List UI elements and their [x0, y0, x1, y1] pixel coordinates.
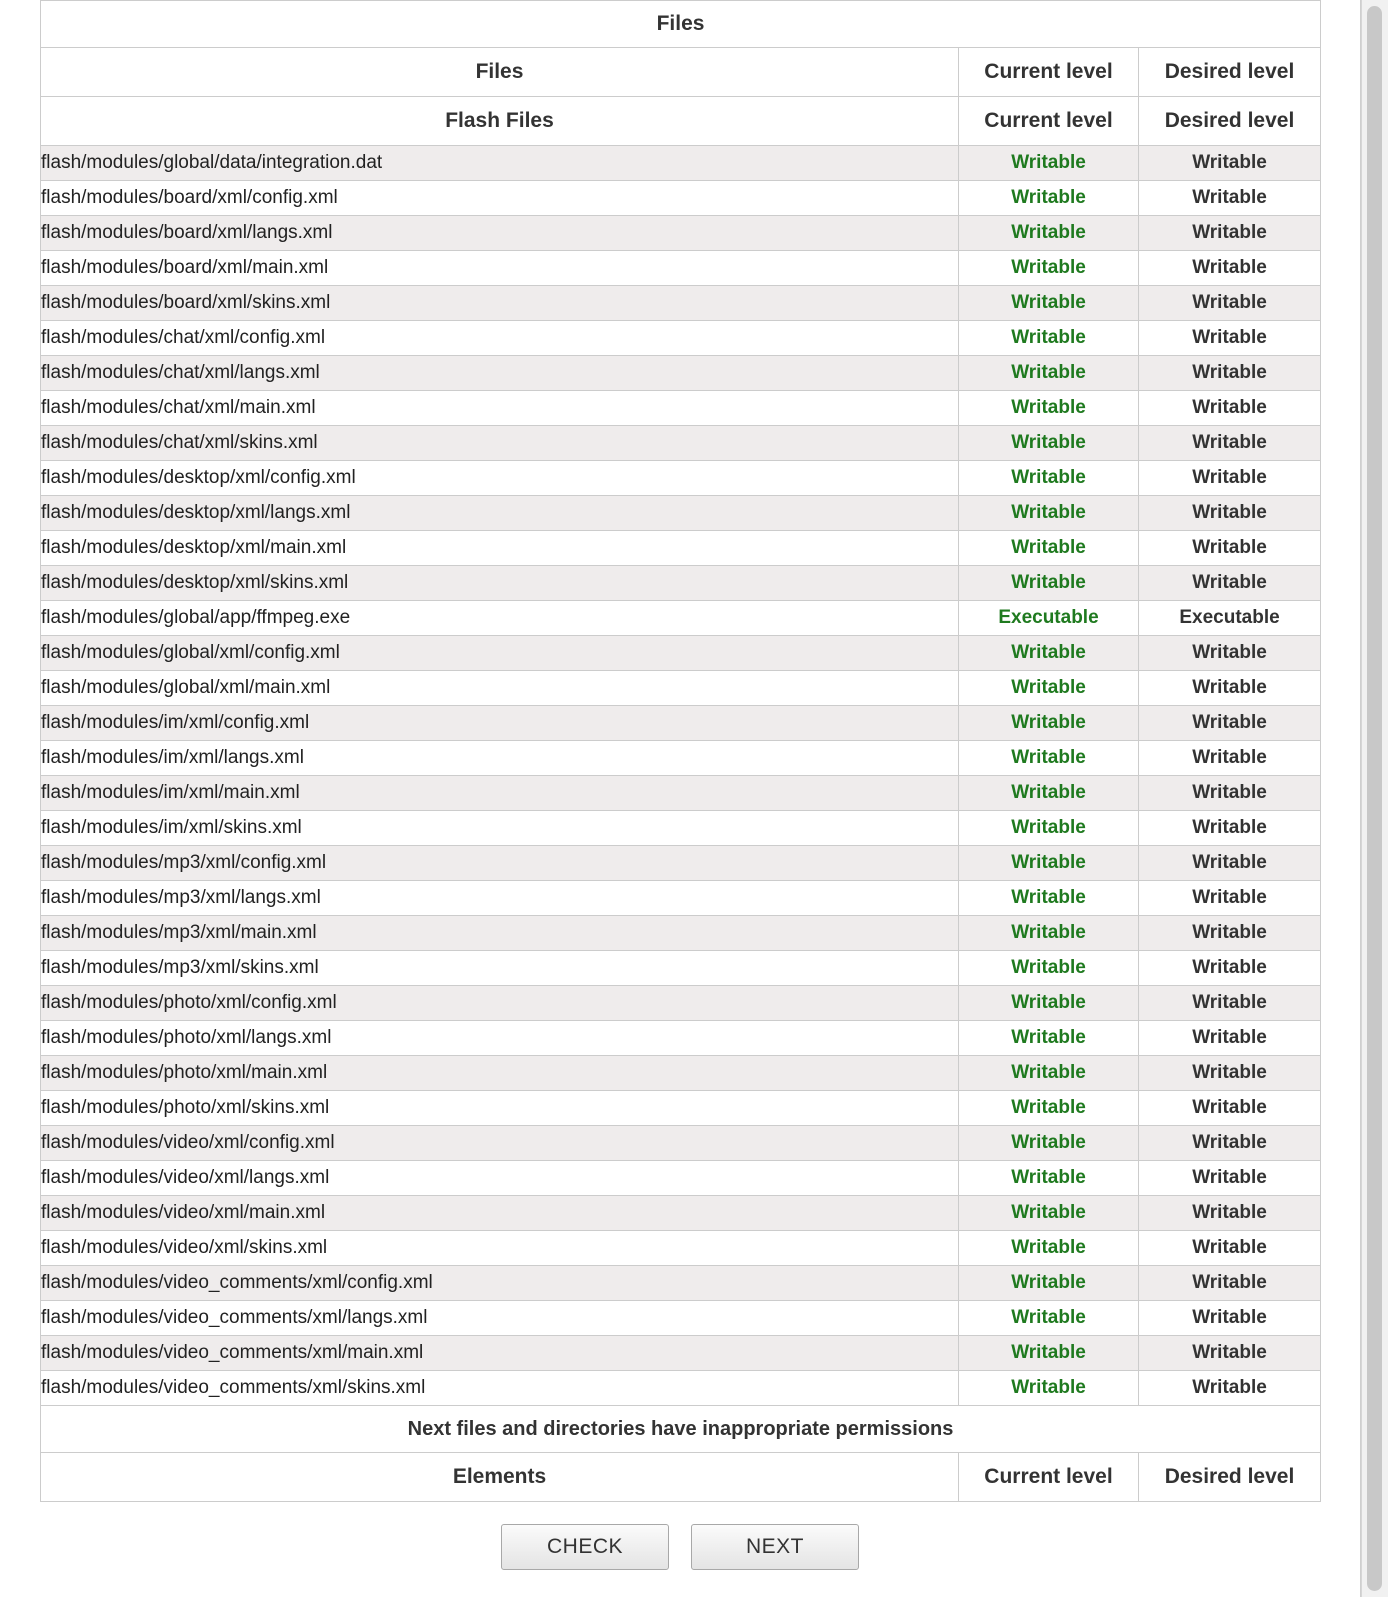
table-row	[41, 146, 1321, 181]
desired-level-cell: Writable	[1139, 846, 1321, 881]
table-row	[41, 776, 1321, 811]
file-path-cell: flash/modules/desktop/xml/skins.xml	[41, 566, 959, 601]
current-level-cell: Writable	[959, 636, 1139, 671]
desired-level-cell: Writable	[1139, 916, 1321, 951]
table-row	[41, 1231, 1321, 1266]
table-row	[41, 286, 1321, 321]
file-path-cell: flash/modules/chat/xml/main.xml	[41, 391, 959, 426]
check-button[interactable]: CHECK	[501, 1524, 669, 1570]
file-path-cell: flash/modules/video_comments/xml/langs.xml	[41, 1301, 959, 1336]
desired-level-cell: Writable	[1139, 146, 1321, 181]
file-path-cell: flash/modules/desktop/xml/main.xml	[41, 531, 959, 566]
table-row	[41, 391, 1321, 426]
desired-level-cell: Writable	[1139, 951, 1321, 986]
table-row	[41, 846, 1321, 881]
current-level-cell: Writable	[959, 531, 1139, 566]
desired-level-cell: Writable	[1139, 356, 1321, 391]
current-level-cell: Writable	[959, 356, 1139, 391]
table-row	[41, 741, 1321, 776]
desired-level-cell: Writable	[1139, 671, 1321, 706]
current-level-cell: Writable	[959, 916, 1139, 951]
table-row	[41, 321, 1321, 356]
current-level-cell: Writable	[959, 461, 1139, 496]
current-level-cell: Writable	[959, 251, 1139, 286]
file-path-cell: flash/modules/im/xml/config.xml	[41, 706, 959, 741]
table-row	[41, 461, 1321, 496]
current-level-cell: Writable	[959, 1126, 1139, 1161]
file-path-cell: flash/modules/photo/xml/main.xml	[41, 1056, 959, 1091]
desired-level-cell: Writable	[1139, 811, 1321, 846]
current-level-cell: Writable	[959, 216, 1139, 251]
table-row	[41, 1196, 1321, 1231]
table-row	[41, 181, 1321, 216]
file-path-cell: flash/modules/desktop/xml/config.xml	[41, 461, 959, 496]
desired-level-cell: Writable	[1139, 1126, 1321, 1161]
current-level-cell: Writable	[959, 706, 1139, 741]
file-path-cell: flash/modules/board/xml/skins.xml	[41, 286, 959, 321]
table-row	[41, 951, 1321, 986]
desired-level-cell: Writable	[1139, 1231, 1321, 1266]
current-level-cell: Writable	[959, 146, 1139, 181]
file-path-cell: flash/modules/photo/xml/skins.xml	[41, 1091, 959, 1126]
current-level-cell: Writable	[959, 566, 1139, 601]
desired-level-cell: Writable	[1139, 391, 1321, 426]
table-row	[41, 881, 1321, 916]
table-row	[41, 426, 1321, 461]
desired-level-cell: Writable	[1139, 496, 1321, 531]
current-level-cell: Writable	[959, 181, 1139, 216]
desired-level-cell: Writable	[1139, 566, 1321, 601]
table-row	[41, 601, 1321, 636]
scrollbar-thumb[interactable]	[1367, 6, 1382, 1591]
file-path-cell: flash/modules/video_comments/xml/config.xml	[41, 1266, 959, 1301]
table-title-row	[41, 1, 1321, 48]
desired-level-cell: Writable	[1139, 741, 1321, 776]
table-row	[41, 636, 1321, 671]
file-path-cell: flash/modules/video_comments/xml/main.xml	[41, 1336, 959, 1371]
current-level-cell: Writable	[959, 881, 1139, 916]
desired-level-cell: Executable	[1139, 601, 1321, 636]
file-path-cell: flash/modules/board/xml/main.xml	[41, 251, 959, 286]
desired-level-cell: Writable	[1139, 986, 1321, 1021]
file-path-cell: flash/modules/mp3/xml/config.xml	[41, 846, 959, 881]
table-row	[41, 1336, 1321, 1371]
desired-level-cell: Writable	[1139, 1371, 1321, 1406]
desired-level-cell: Writable	[1139, 181, 1321, 216]
table-row	[41, 1126, 1321, 1161]
header-desired-level: Desired level	[1139, 48, 1321, 97]
file-path-cell: flash/modules/video/xml/langs.xml	[41, 1161, 959, 1196]
current-level-cell: Writable	[959, 286, 1139, 321]
desired-level-cell: Writable	[1139, 251, 1321, 286]
header-row-files	[41, 48, 1321, 97]
table-row	[41, 1371, 1321, 1406]
table-row	[41, 216, 1321, 251]
desired-level-cell: Writable	[1139, 1336, 1321, 1371]
file-path-cell: flash/modules/video/xml/skins.xml	[41, 1231, 959, 1266]
file-path-cell: flash/modules/video_comments/xml/skins.xml	[41, 1371, 959, 1406]
table-row	[41, 1266, 1321, 1301]
current-level-cell: Writable	[959, 671, 1139, 706]
table-row	[41, 1056, 1321, 1091]
desired-level-cell: Writable	[1139, 286, 1321, 321]
table-row	[41, 1161, 1321, 1196]
header-row-flash-files	[41, 97, 1321, 146]
desired-level-cell: Writable	[1139, 1091, 1321, 1126]
header-files-label: Files	[41, 48, 959, 97]
table-row	[41, 356, 1321, 391]
file-path-cell: flash/modules/chat/xml/langs.xml	[41, 356, 959, 391]
current-level-cell: Writable	[959, 741, 1139, 776]
desired-level-cell: Writable	[1139, 1301, 1321, 1336]
file-path-cell: flash/modules/global/app/ffmpeg.exe	[41, 601, 959, 636]
table-title: Files	[41, 1, 1321, 48]
table-row	[41, 811, 1321, 846]
table-row	[41, 566, 1321, 601]
table-row	[41, 1301, 1321, 1336]
current-level-cell: Writable	[959, 1231, 1139, 1266]
current-level-cell: Writable	[959, 1371, 1139, 1406]
table-row	[41, 531, 1321, 566]
header-current-level: Current level	[959, 48, 1139, 97]
current-level-cell: Writable	[959, 776, 1139, 811]
table-body	[41, 1, 1321, 1502]
table-row	[41, 671, 1321, 706]
file-path-cell: flash/modules/mp3/xml/skins.xml	[41, 951, 959, 986]
current-level-cell: Writable	[959, 321, 1139, 356]
desired-level-cell: Writable	[1139, 426, 1321, 461]
header-current-level-2: Current level	[959, 97, 1139, 146]
table-row	[41, 1021, 1321, 1056]
current-level-cell: Writable	[959, 1056, 1139, 1091]
header-flash-files-label: Flash Files	[41, 97, 959, 146]
current-level-cell: Writable	[959, 1161, 1139, 1196]
table-row	[41, 916, 1321, 951]
file-path-cell: flash/modules/global/xml/main.xml	[41, 671, 959, 706]
file-path-cell: flash/modules/board/xml/config.xml	[41, 181, 959, 216]
desired-level-cell: Writable	[1139, 216, 1321, 251]
file-path-cell: flash/modules/video/xml/config.xml	[41, 1126, 959, 1161]
file-path-cell: flash/modules/im/xml/langs.xml	[41, 741, 959, 776]
header-elements-label: Elements	[41, 1453, 959, 1502]
file-path-cell: flash/modules/video/xml/main.xml	[41, 1196, 959, 1231]
desired-level-cell: Writable	[1139, 706, 1321, 741]
desired-level-cell: Writable	[1139, 1056, 1321, 1091]
file-path-cell: flash/modules/im/xml/skins.xml	[41, 811, 959, 846]
current-level-cell: Writable	[959, 1266, 1139, 1301]
file-path-cell: flash/modules/global/data/integration.dat	[41, 146, 959, 181]
file-path-cell: flash/modules/global/xml/config.xml	[41, 636, 959, 671]
table-row	[41, 496, 1321, 531]
file-path-cell: flash/modules/photo/xml/langs.xml	[41, 1021, 959, 1056]
current-level-cell: Executable	[959, 601, 1139, 636]
desired-level-cell: Writable	[1139, 321, 1321, 356]
current-level-cell: Writable	[959, 1021, 1139, 1056]
current-level-cell: Writable	[959, 391, 1139, 426]
inappropriate-permissions-notice-row	[41, 1406, 1321, 1453]
current-level-cell: Writable	[959, 1196, 1139, 1231]
desired-level-cell: Writable	[1139, 1266, 1321, 1301]
current-level-cell: Writable	[959, 496, 1139, 531]
permissions-table	[40, 0, 1321, 1502]
current-level-cell: Writable	[959, 951, 1139, 986]
file-path-cell: flash/modules/photo/xml/config.xml	[41, 986, 959, 1021]
file-path-cell: flash/modules/desktop/xml/langs.xml	[41, 496, 959, 531]
vertical-scrollbar[interactable]	[1361, 0, 1388, 1597]
file-path-cell: flash/modules/im/xml/main.xml	[41, 776, 959, 811]
file-path-cell: flash/modules/mp3/xml/langs.xml	[41, 881, 959, 916]
header-row-elements	[41, 1453, 1321, 1502]
current-level-cell: Writable	[959, 1336, 1139, 1371]
desired-level-cell: Writable	[1139, 1161, 1321, 1196]
desired-level-cell: Writable	[1139, 776, 1321, 811]
current-level-cell: Writable	[959, 426, 1139, 461]
file-path-cell: flash/modules/board/xml/langs.xml	[41, 216, 959, 251]
next-button[interactable]: NEXT	[691, 1524, 859, 1570]
table-row	[41, 251, 1321, 286]
current-level-cell: Writable	[959, 846, 1139, 881]
header-elements-desired-level: Desired level	[1139, 1453, 1321, 1502]
header-elements-current-level: Current level	[959, 1453, 1139, 1502]
desired-level-cell: Writable	[1139, 636, 1321, 671]
desired-level-cell: Writable	[1139, 1196, 1321, 1231]
desired-level-cell: Writable	[1139, 1021, 1321, 1056]
desired-level-cell: Writable	[1139, 461, 1321, 496]
action-buttons	[40, 1524, 1320, 1570]
current-level-cell: Writable	[959, 1301, 1139, 1336]
file-path-cell: flash/modules/chat/xml/skins.xml	[41, 426, 959, 461]
current-level-cell: Writable	[959, 1091, 1139, 1126]
inappropriate-permissions-notice: Next files and directories have inappropriate permissions	[41, 1406, 1321, 1453]
current-level-cell: Writable	[959, 986, 1139, 1021]
current-level-cell: Writable	[959, 811, 1139, 846]
table-row	[41, 706, 1321, 741]
table-row	[41, 1091, 1321, 1126]
desired-level-cell: Writable	[1139, 881, 1321, 916]
desired-level-cell: Writable	[1139, 531, 1321, 566]
file-path-cell: flash/modules/mp3/xml/main.xml	[41, 916, 959, 951]
file-path-cell: flash/modules/chat/xml/config.xml	[41, 321, 959, 356]
table-row	[41, 986, 1321, 1021]
header-desired-level-2: Desired level	[1139, 97, 1321, 146]
